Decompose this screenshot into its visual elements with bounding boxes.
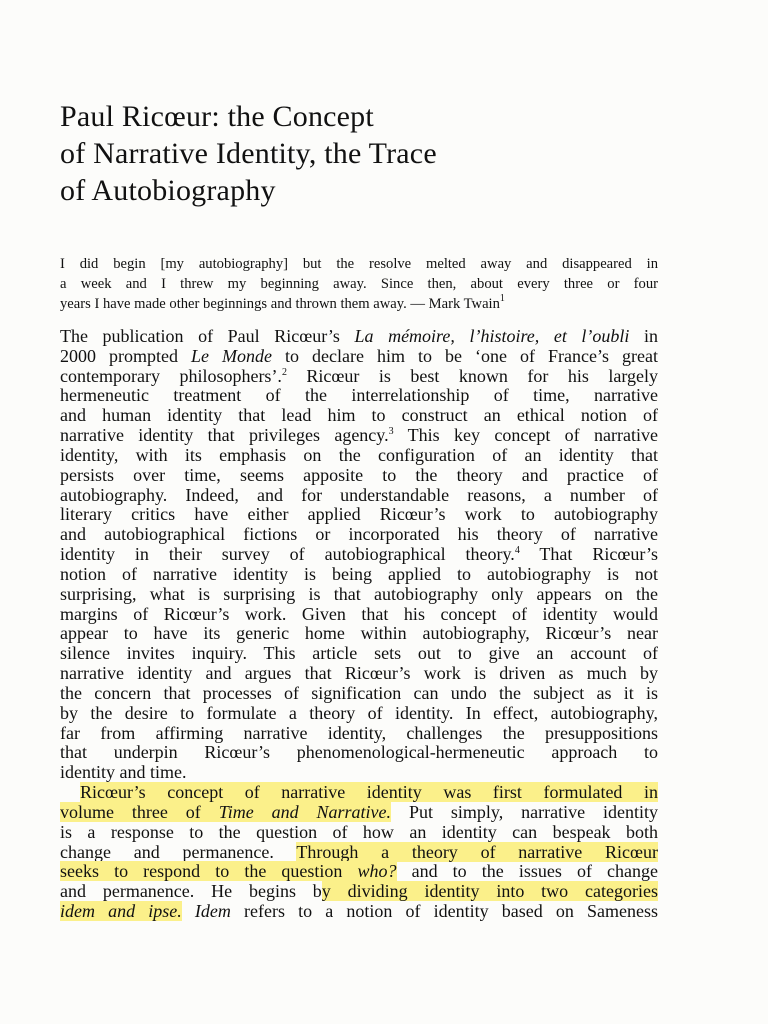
text-line: is a response to the question of how an identity can bespeak both — [60, 821, 658, 842]
italic-title: La mémoire, l’histoire, et l’oubli — [354, 326, 630, 346]
epigraph-line: I did begin [my autobiography] but the resolve melted away and disappeared in — [60, 256, 658, 272]
text-run: narrative identity that privileges agency. — [60, 425, 389, 446]
text-run: identity in their survey of autobiographical theory. — [60, 544, 515, 565]
text-line: and human identity that lead him to construct an ethical notion of — [60, 405, 658, 426]
text-line: the concern that processes of signification can undo the subject as it is — [60, 682, 658, 703]
text-run: 2000 prompted — [60, 345, 192, 366]
italic-term: Idem — [194, 901, 231, 922]
title-line: of Autobiography — [60, 174, 276, 207]
text-line: literary critics have either applied Ricœur’s work to autobiography — [60, 504, 658, 525]
text-line: and autobiographical fictions or incorporated his theory of narrative — [60, 524, 658, 545]
text-line — [60, 862, 658, 882]
highlighted-italic-text: idem and ipse. — [60, 901, 182, 922]
text-run: contemporary philosophers’. — [60, 365, 282, 386]
text-line: persists over time, seems apposite to the theory and practice of — [60, 464, 658, 485]
text-run: That Ricœur’s — [519, 544, 658, 565]
text-line — [60, 803, 658, 823]
footnote-marker: 3 — [388, 426, 394, 438]
footnote-marker: 1 — [499, 292, 505, 304]
text-line — [60, 367, 658, 387]
text-run: and permanence. He begins b — [60, 881, 322, 902]
italic-title: Le Monde — [191, 345, 273, 366]
text-line: margins of Ricœur’s work. Given that his concept of identity would — [60, 603, 658, 624]
text-line — [60, 347, 658, 367]
text-line: by the desire to formulate a theory of identity. In effect, autobiography, — [60, 702, 658, 723]
text-line: identity and time. — [60, 762, 187, 783]
text-line: notion of narrative identity is being applied to autobiography is not — [60, 563, 658, 584]
text-line: that underpin Ricœur’s phenomenological-hermeneutic approach to — [60, 742, 658, 763]
text-line — [60, 843, 658, 863]
text-line: silence invites inquiry. This article sets out to give an account of — [60, 643, 658, 664]
body-text — [60, 327, 658, 922]
text-run: Put simply, narrative identity — [391, 801, 658, 822]
text-line — [60, 545, 658, 565]
title-line: Paul Ricœur: the Concept — [60, 100, 374, 133]
title-line: of Narrative Identity, the Trace — [60, 137, 437, 170]
text-line — [60, 902, 658, 922]
text-run: This key concept of narrative — [393, 425, 658, 446]
text-run: to declare him to be ‘one of France’s great — [272, 345, 658, 366]
highlighted-text: volume three of — [60, 801, 219, 822]
highlighted-text: seeks to respond to the question — [60, 861, 358, 882]
text-run: The publication of Paul Ricœur’s — [60, 326, 355, 346]
epigraph — [60, 254, 658, 313]
text-line: identity, with its emphasis on the configuration of an identity that — [60, 444, 658, 465]
text-run: in — [629, 326, 658, 346]
highlighted-text: Through a theory of narrative Ricœur — [296, 841, 659, 862]
text-line — [60, 327, 658, 347]
highlighted-italic-title: Time and Narrative. — [218, 801, 392, 822]
text-run: Ricœur is best known for his largely — [286, 365, 658, 386]
footnote-marker: 2 — [281, 366, 287, 378]
text-line: autobiography. Indeed, and for understandable reasons, a number of — [60, 484, 658, 505]
highlighted-text: Ricœur’s concept of narrative identity was first formulated in — [80, 782, 658, 803]
text-line — [60, 882, 658, 902]
epigraph-line-last — [60, 294, 658, 314]
footnote-marker: 4 — [514, 545, 520, 557]
text-run: change and permanence. — [60, 841, 297, 862]
text-run — [182, 901, 195, 921]
text-line: far from affirming narrative identity, challenges the presuppositions — [60, 722, 658, 743]
epigraph-text: years I have made other beginnings and thrown them away. — Mark Twain — [60, 295, 500, 312]
text-line: hermeneutic treatment of the interrelationship of time, narrative — [60, 385, 658, 406]
text-run: and to the issues of change — [396, 861, 658, 882]
highlighted-text: y dividing identity into two categories — [321, 881, 658, 902]
chapter-title — [60, 98, 720, 209]
text-line: surprising, what is surprising is that autobiography only appears on the — [60, 583, 658, 604]
highlighted-italic-text: who? — [357, 861, 397, 882]
text-line: narrative identity and argues that Ricœur’s work is driven as much by — [60, 663, 658, 684]
text-line — [60, 426, 658, 446]
text-line: appear to have its generic home within autobiography, Ricœur’s near — [60, 623, 658, 644]
epigraph-line: a week and I threw my beginning away. Since then, about every three or four — [60, 275, 658, 292]
text-line — [60, 783, 658, 803]
text-run: refers to a notion of identity based on Sameness — [230, 901, 659, 922]
